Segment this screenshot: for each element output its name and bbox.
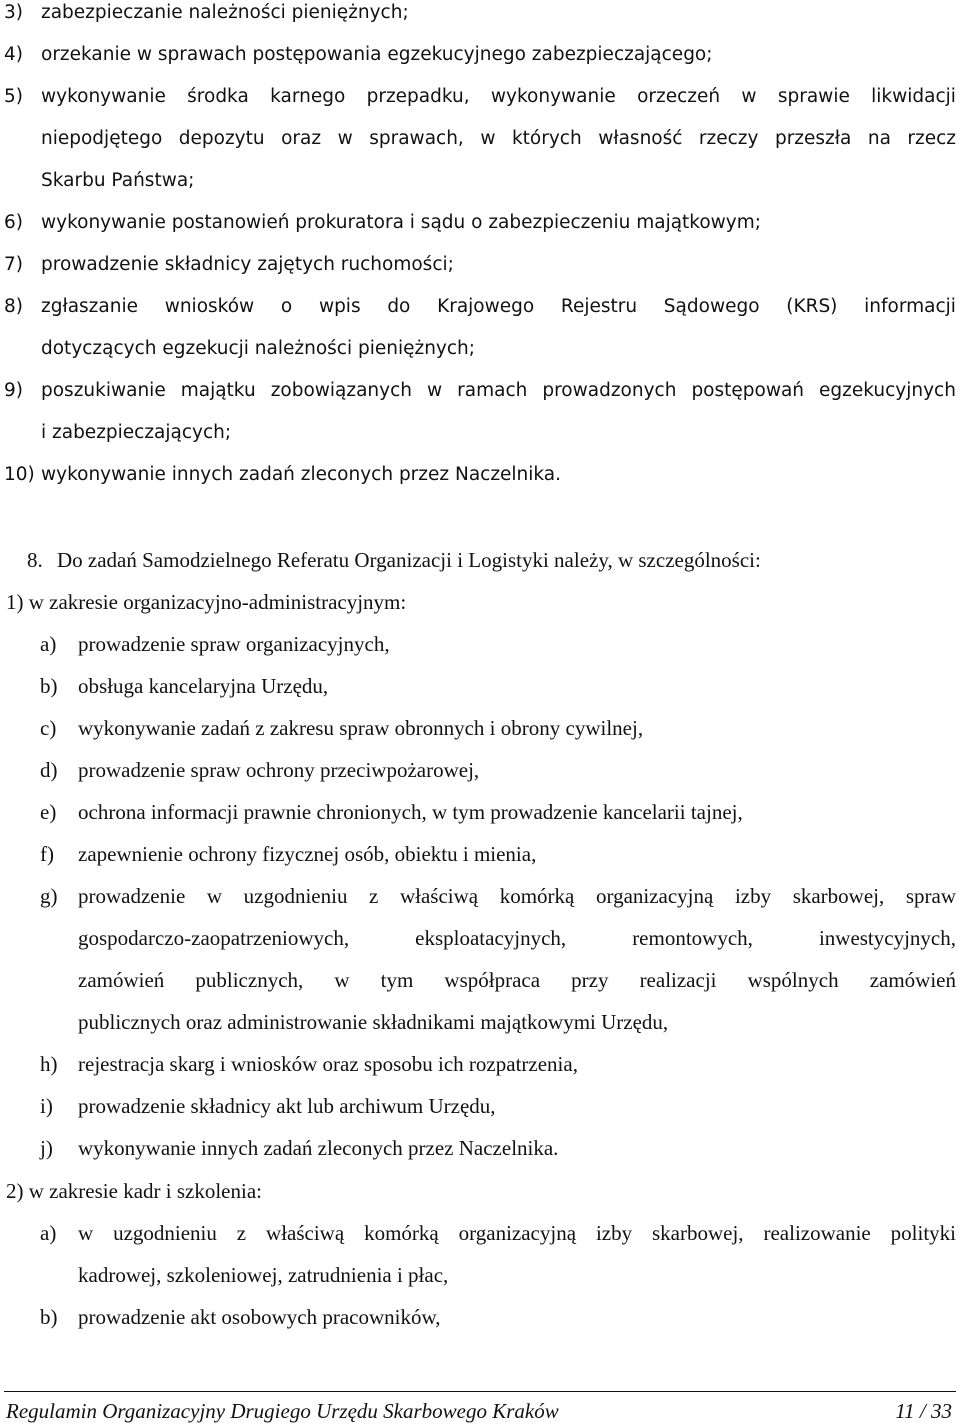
word: wniosków xyxy=(164,296,255,317)
page-footer xyxy=(6,1401,956,1422)
list-number: 3) xyxy=(4,2,23,23)
list-item-text: prowadzenie składnicy zajętych ruchomości; xyxy=(41,254,454,275)
list-item-text: wykonywanie postanowień prokuratora i sądu o zabezpieczeniu majątkowym; xyxy=(41,212,762,233)
word: Sądowego xyxy=(663,296,760,317)
word: rzeczy xyxy=(698,128,759,149)
word: majątku xyxy=(180,380,256,401)
list-number: 4) xyxy=(4,44,23,65)
word: izby xyxy=(595,1221,633,1245)
list-letter: f) xyxy=(40,842,54,866)
list-item-text: prowadzenie akt osobowych pracowników, xyxy=(78,1305,441,1329)
word: realizowanie xyxy=(763,1221,871,1245)
list-letter: j) xyxy=(40,1136,53,1160)
word: spraw xyxy=(905,884,956,908)
word: orzeczeń xyxy=(637,86,721,107)
list-number: 6) xyxy=(4,212,23,233)
list-letter: b) xyxy=(40,1305,58,1329)
list-letter: c) xyxy=(40,716,57,740)
list-item-text: obsługa kancelaryjna Urzędu, xyxy=(78,674,329,698)
list-number: 7) xyxy=(4,254,23,275)
word: (KRS) xyxy=(786,296,838,317)
word: przepadku, xyxy=(366,86,470,107)
list-item-text: zabezpieczanie należności pieniężnych; xyxy=(41,2,409,23)
word: eksploatacyjnych, xyxy=(415,926,567,950)
word: przeszła xyxy=(774,128,852,149)
word: polityki xyxy=(890,1221,956,1245)
word: ramach xyxy=(457,380,528,401)
word: skarbowej, xyxy=(792,884,885,908)
list-item-text: orzekanie w sprawach postępowania egzekucyjnego zabezpieczającego; xyxy=(41,44,713,65)
list-item-text: wykonywanie innych zadań zleconych przez Naczelnika. xyxy=(78,1136,559,1160)
list-item-text-line xyxy=(41,298,956,317)
word: o xyxy=(280,296,293,317)
word: organizacyjną xyxy=(458,1221,577,1245)
word: komórką xyxy=(499,884,575,908)
list-letter: e) xyxy=(40,800,57,824)
word: zobowiązanych xyxy=(270,380,413,401)
word: sprawach, xyxy=(369,128,464,149)
word: niepodjętego xyxy=(41,128,163,149)
list-item-text-line xyxy=(78,970,956,991)
list-item-text: i zabezpieczających; xyxy=(41,422,232,443)
word: oraz xyxy=(281,128,322,149)
word: uzgodnieniu xyxy=(113,1221,217,1245)
word: prowadzonych xyxy=(542,380,677,401)
list-item-text: wykonywanie zadań z zakresu spraw obronnych i obrony cywilnej, xyxy=(78,716,644,740)
word: w xyxy=(78,1221,94,1245)
list-letter: a) xyxy=(40,1221,57,1245)
word: izby xyxy=(734,884,772,908)
list-item-text-line xyxy=(41,88,956,107)
list-item-text: Skarbu Państwa; xyxy=(41,170,195,191)
list-item-text: ochrona informacji prawnie chronionych, w tym prowadzenie kancelarii tajnej, xyxy=(78,800,743,824)
word: w xyxy=(337,128,353,149)
list-item-text: prowadzenie składnicy akt lub archiwum Urzędu, xyxy=(78,1094,496,1118)
list-item-text: dotyczących egzekucji należności pieniężnych; xyxy=(41,338,475,359)
word: tym xyxy=(380,968,414,992)
section-number: 8. xyxy=(27,548,43,572)
word: realizacji xyxy=(639,968,717,992)
word: zamówień xyxy=(869,968,956,992)
word: komórką xyxy=(364,1221,439,1245)
word: publicznych, xyxy=(195,968,304,992)
list-letter: i) xyxy=(40,1094,53,1118)
word: prowadzenie xyxy=(78,884,186,908)
word: w xyxy=(206,884,223,908)
word: egzekucyjnych xyxy=(819,380,956,401)
word: których xyxy=(511,128,582,149)
word: informacji xyxy=(864,296,956,317)
word: Rejestru xyxy=(560,296,638,317)
list-letter: a) xyxy=(40,632,57,656)
word: postępowań xyxy=(691,380,805,401)
list-item-text: rejestracja skarg i wniosków oraz sposobu ich rozpatrzenia, xyxy=(78,1052,578,1076)
list-letter: d) xyxy=(40,758,58,782)
word: gospodarczo-zaopatrzeniowych, xyxy=(78,926,350,950)
word: sprawie xyxy=(777,86,850,107)
word: depozytu xyxy=(178,128,265,149)
section-heading: Do zadań Samodzielnego Referatu Organizacji i Logistyki należy, w szczególności: xyxy=(57,548,761,572)
list-item-text: prowadzenie spraw ochrony przeciwpożarowej, xyxy=(78,758,480,782)
list-item-text: wykonywanie innych zadań zleconych przez Naczelnika. xyxy=(41,464,562,485)
word: z xyxy=(236,1221,247,1245)
word: w xyxy=(334,968,350,992)
list-letter: g) xyxy=(40,884,58,908)
word: karnego xyxy=(270,86,346,107)
footer-title: Regulamin Organizacyjny Drugiego Urzędu Skarbowego Kraków xyxy=(6,1399,559,1423)
subsection-heading: 2) w zakresie kadr i szkolenia: xyxy=(6,1179,262,1203)
list-item-text: kadrowej, szkoleniowej, zatrudnienia i płac, xyxy=(78,1263,449,1287)
word: własność xyxy=(598,128,683,149)
word: skarbowej, xyxy=(652,1221,744,1245)
list-letter: b) xyxy=(40,674,58,698)
word: w xyxy=(741,86,757,107)
word: poszukiwanie xyxy=(41,380,166,401)
word: organizacyjną xyxy=(595,884,714,908)
footer-rule xyxy=(4,1391,956,1392)
word: remontowych, xyxy=(632,926,753,950)
page-number: 11 / 33 xyxy=(895,1399,952,1423)
word: środka xyxy=(187,86,249,107)
word: w xyxy=(427,380,443,401)
word: do xyxy=(387,296,411,317)
list-number: 9) xyxy=(4,380,23,401)
subsection-heading: 1) w zakresie organizacyjno-administracyjnym: xyxy=(6,590,407,614)
list-item-text-line xyxy=(41,382,956,401)
word: na xyxy=(867,128,891,149)
word: w xyxy=(480,128,496,149)
word: współpraca xyxy=(444,968,541,992)
list-number: 5) xyxy=(4,86,23,107)
word: wpis xyxy=(318,296,361,317)
list-item-text-line xyxy=(78,928,956,949)
list-item-text: publicznych oraz administrowanie składnikami majątkowymi Urzędu, xyxy=(78,1010,669,1034)
word: zamówień xyxy=(78,968,165,992)
word: inwestycyjnych, xyxy=(818,926,956,950)
word: właściwą xyxy=(266,1221,345,1245)
word: właściwą xyxy=(399,884,479,908)
list-item-text-line xyxy=(78,886,956,907)
list-number: 10) xyxy=(4,464,35,485)
list-letter: h) xyxy=(40,1052,58,1076)
list-item-text: zapewnienie ochrony fizycznej osób, obiektu i mienia, xyxy=(78,842,537,866)
word: przy xyxy=(571,968,609,992)
list-item-text: prowadzenie spraw organizacyjnych, xyxy=(78,632,390,656)
word: wspólnych xyxy=(747,968,839,992)
word: wykonywanie xyxy=(490,86,616,107)
word: zgłaszanie xyxy=(41,296,138,317)
list-number: 8) xyxy=(4,296,23,317)
word: rzecz xyxy=(907,128,956,149)
list-item-text-line xyxy=(78,1223,956,1244)
word: wykonywanie xyxy=(41,86,166,107)
word: z xyxy=(369,884,379,908)
word: Krajowego xyxy=(437,296,535,317)
list-item-text-line xyxy=(41,130,956,149)
word: likwidacji xyxy=(871,86,956,107)
word: uzgodnieniu xyxy=(243,884,348,908)
